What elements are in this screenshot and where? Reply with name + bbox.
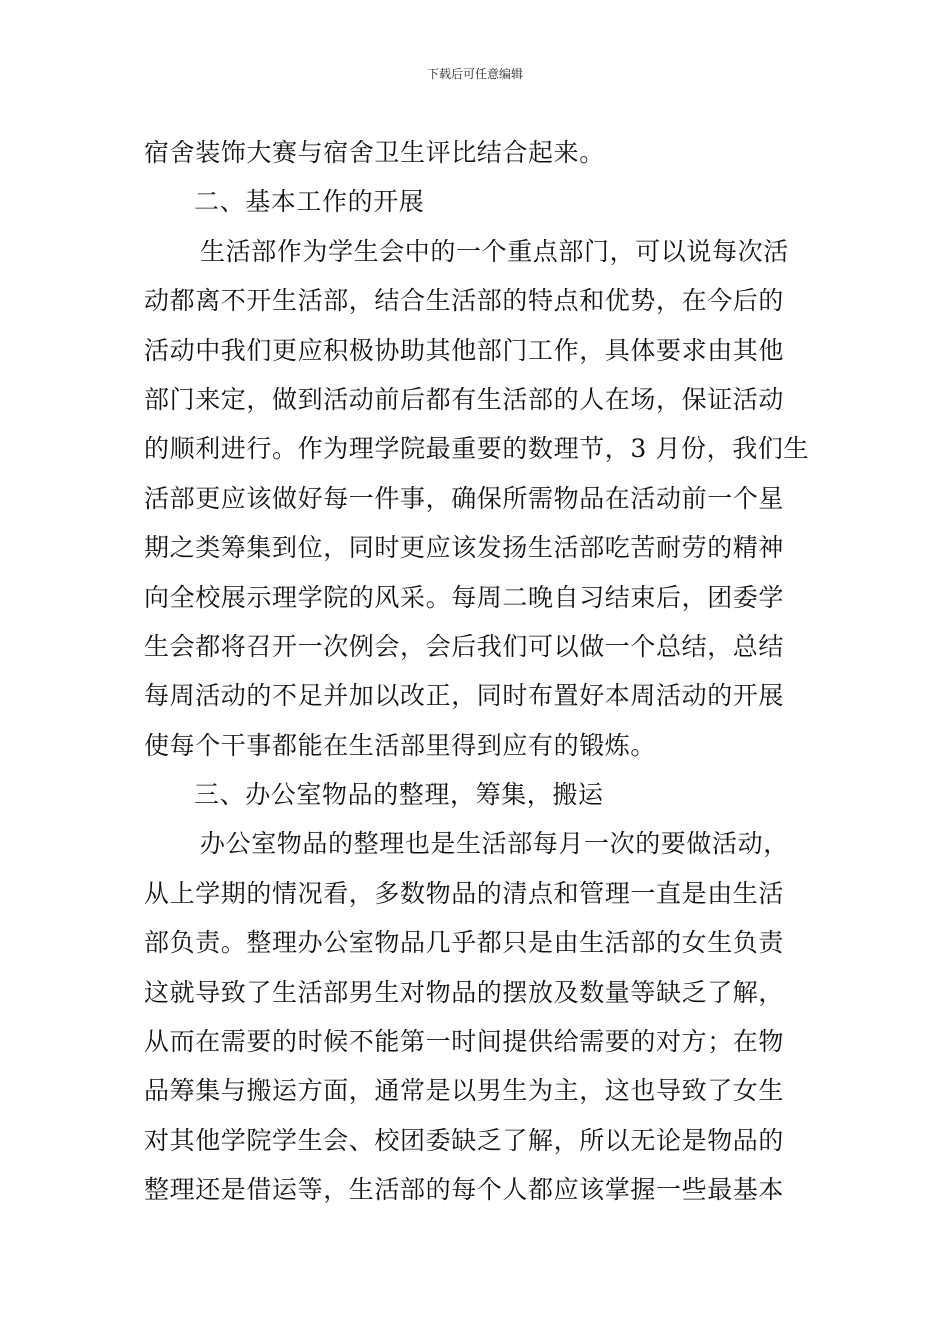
paragraph-first-line: 办公室物品的整理也是生活部每月一次的要做活动， [200,829,789,859]
text-line: 生会都将召开一次例会，会后我们可以做一个总结，总结 [144,631,785,661]
text-line: 每周活动的不足并加以改正，同时布置好本周活动的开展 [144,681,785,711]
text-line: 从而在需要的时候不能第一时间提供给需要的对方；在物 [144,1027,785,1057]
document-body [144,128,814,1215]
page-header: 下载后可任意编辑 [426,67,523,81]
text-line: 从上学期的情况看，多数物品的清点和管理一直是由生活 [144,878,785,908]
text-line: 部门来定，做到活动前后都有生活部的人在场，保证活动 [144,384,785,414]
section-heading: 二、基本工作的开展 [194,187,425,217]
text-line: 活部更应该做好每一件事，确保所需物品在活动前一个星 [144,483,785,513]
section-heading: 三、办公室物品的整理，筹集，搬运 [194,780,604,810]
text-line: 整理还是借运等，生活部的每个人都应该掌握一些最基本 [144,1175,785,1205]
text-line: 的顺利进行。作为理学院最重要的数理节，3 月份，我们生 [144,434,810,464]
text-line: 动都离不开生活部，结合生活部的特点和优势，在今后的 [144,286,785,316]
text-line: 使每个干事都能在生活部里得到应有的锻炼。 [144,730,657,760]
text-line: 对其他学院学生会、校团委缺乏了解，所以无论是物品的 [144,1125,785,1155]
text-line: 部负责。整理办公室物品几乎都只是由生活部的女生负责 [144,928,785,958]
text-line: 宿舍装饰大赛与宿舍卫生评比结合起来。 [144,138,605,167]
text-line: 期之类筹集到位，同时更应该发扬生活部吃苦耐劳的精神 [144,533,785,563]
text-line: 品筹集与搬运方面，通常是以男生为主，这也导致了女生 [144,1076,785,1106]
text-line: 活动中我们更应积极协助其他部门工作，具体要求由其他 [144,335,785,365]
paragraph-first-line: 生活部作为学生会中的一个重点部门，可以说每次活 [200,236,789,266]
text-line: 向全校展示理学院的风采。每周二晚自习结束后，团委学 [144,582,785,612]
text-line: 这就导致了生活部男生对物品的摆放及数量等缺乏了解， [144,977,785,1007]
